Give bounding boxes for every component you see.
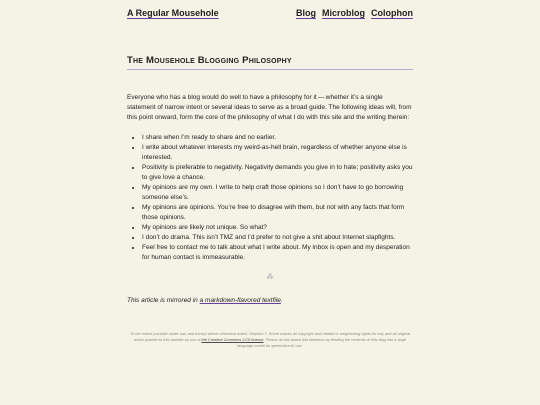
article-intro: Everyone who has a blog would do well to have a philosophy for it — whether it’s a single statement of narrow intent or several ideas to serve as a broad guide. The following ideas will, from this point onward, form the core of the philosophy of what I do with this site and the writing therein: [127,94,412,121]
license-footer [127,331,413,350]
footer-text-end: . Please do not abuse this kindness by feeding the contents of this blog into a large language model for generative AI use. [237,337,407,349]
mirror-note-end: . [280,297,283,304]
list-item: • Feel free to contact me to talk about what I write about. My inbox is open and my desperation for human contact is immeasurable. [142,243,413,263]
textfile-link[interactable]: a markdown-flavored textfile [199,297,281,304]
philosophy-list [127,133,413,263]
main-nav [296,8,413,18]
list-item: • Positivity is preferable to negativity. Negativity demands you give in to hate; positivity asks you to give love a chance. [142,163,413,183]
nav-link-colophon[interactable]: Colophon [371,8,413,18]
cc0-license-link[interactable]: the Creative Commons CC0 license [201,337,264,343]
article-title: The Mousehole Blogging Philosophy [127,55,413,70]
list-item: • My opinions are my own. I write to help craft those opinions so I don’t have to go borrowing someone else’s. [142,183,413,203]
mirror-note [127,297,413,304]
mirror-note-text: This article is mirrored in [127,297,200,304]
list-item: • I write about whatever interests my weird-as-hell brain, regardless of whether anyone else is interested. [142,143,413,163]
nav-link-microblog[interactable]: Microblog [322,8,365,18]
list-item: • My opinions are likely not unique. So what? [142,223,413,233]
nav-link-blog[interactable]: Blog [296,8,316,18]
list-item: • I don’t do drama. This isn’t TMZ and I’d prefer to not give a shit about Internet slapfights. [142,233,413,243]
site-header [127,8,413,22]
list-item: • I share when I’m ready to share and no earlier. [142,133,413,143]
site-title-link[interactable]: A Regular Mousehole [127,8,219,18]
asterism-divider-icon: ⁂ [266,274,274,281]
article [127,50,413,311]
list-item: • My opinions are opinions. You’re free to disagree with them, but not with any facts that form those opinions. [142,203,413,223]
footer-text-start: To the extent possible under law, and except where otherwise noted, Stephen T. Stone waives all copyright and related or neighboring rights for any and all original works posted on this website by use of [129,331,410,343]
